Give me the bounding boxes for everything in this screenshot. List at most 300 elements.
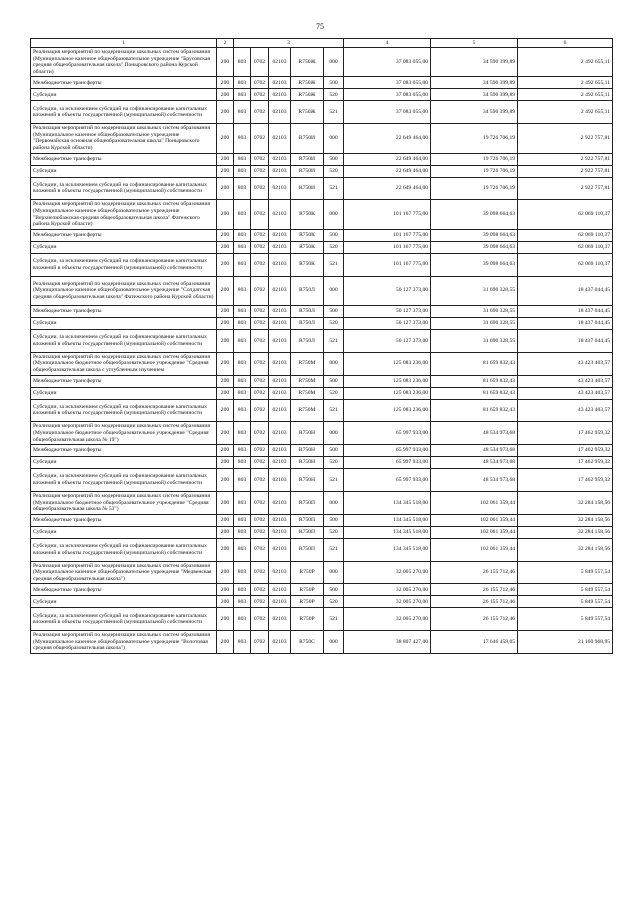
expense-type-code: 000 [324,561,344,584]
planned-amount: 22 649 464,00 [344,153,431,165]
program-code: 02103 [269,469,291,492]
program-code: 02103 [269,491,291,514]
target-article-code: R750Л [291,276,324,305]
remaining-amount: 62 069 110,37 [518,200,613,229]
remaining-amount: 2 492 655,11 [518,89,613,101]
row-description: Субсидии [31,526,217,538]
section-code: 0702 [251,596,269,608]
table-row [31,491,613,514]
ministry-code: 803 [234,538,251,561]
program-code: 02103 [269,608,291,631]
planned-amount: 22 649 464,00 [344,177,431,200]
remaining-amount: 18 437 044,45 [518,329,613,352]
planned-amount: 32 005 270,00 [344,584,431,596]
ministry-code: 803 [234,352,251,375]
ministry-code: 803 [234,165,251,177]
remaining-amount: 2 922 757,81 [518,153,613,165]
section-code: 0702 [251,276,269,305]
admin-code: 200 [217,229,234,241]
remaining-amount: 2 492 655,11 [518,77,613,89]
target-article-code: R750М [291,399,324,422]
target-article-code: R750П [291,514,324,526]
planned-amount: 65 997 933,00 [344,422,431,445]
section-code: 0702 [251,317,269,329]
admin-code: 200 [217,596,234,608]
table-row [31,608,613,631]
ministry-code: 803 [234,77,251,89]
target-article-code: R750Л [291,329,324,352]
executed-amount: 34 590 399,89 [431,101,518,124]
planned-amount: 50 127 373,00 [344,329,431,352]
row-description: Субсидии, за исключением субсидий на софинансирование капитальных вложений в объекты государственной (муниципальной) собственности [31,538,217,561]
row-description: Реализация мероприятий по модернизации школьных систем образования (Муниципальное казенное общеобразовательное учреждение "Брусовская средняя общеобразовательная школа" Поныровского района Курской области) [31,48,217,77]
admin-code: 200 [217,375,234,387]
table-header-row [31,39,613,48]
executed-amount: 19 726 706,19 [431,153,518,165]
planned-amount: 65 997 933,00 [344,445,431,457]
program-code: 02103 [269,89,291,101]
header-cell-3: 3 [234,39,344,48]
ministry-code: 803 [234,399,251,422]
target-article-code: R750М [291,375,324,387]
executed-amount: 102 061 359,44 [431,491,518,514]
ministry-code: 803 [234,561,251,584]
program-code: 02103 [269,77,291,89]
ministry-code: 803 [234,445,251,457]
row-description: Реализация мероприятий по модернизации школьных систем образования (Муниципальное казенное общеобразовательное учреждение "Верхнелюбажская средняя общеобразовательная школа" Фатежского района Курской области) [31,200,217,229]
planned-amount: 32 005 270,00 [344,596,431,608]
ministry-code: 803 [234,48,251,77]
ministry-code: 803 [234,253,251,276]
remaining-amount: 17 462 959,32 [518,457,613,469]
budget-table [30,38,613,654]
row-description: Субсидии [31,89,217,101]
expense-type-code: 000 [324,48,344,77]
executed-amount: 31 690 328,55 [431,329,518,352]
row-description: Субсидии [31,596,217,608]
admin-code: 200 [217,584,234,596]
target-article-code: R750И [291,165,324,177]
page-number: 75 [316,22,324,31]
row-description: Межбюджетные трансферты [31,229,217,241]
ministry-code: 803 [234,177,251,200]
table-row [31,229,613,241]
program-code: 02103 [269,387,291,399]
section-code: 0702 [251,526,269,538]
admin-code: 200 [217,317,234,329]
planned-amount: 37 083 055,00 [344,89,431,101]
section-code: 0702 [251,305,269,317]
planned-amount: 134 345 518,00 [344,514,431,526]
program-code: 02103 [269,200,291,229]
program-code: 02103 [269,317,291,329]
target-article-code: R750Н [291,445,324,457]
ministry-code: 803 [234,241,251,253]
planned-amount: 65 997 933,00 [344,469,431,492]
planned-amount: 134 345 518,00 [344,526,431,538]
expense-type-code: 000 [324,276,344,305]
section-code: 0702 [251,445,269,457]
expense-type-code: 500 [324,305,344,317]
section-code: 0702 [251,48,269,77]
section-code: 0702 [251,457,269,469]
expense-type-code: 521 [324,608,344,631]
row-description: Реализация мероприятий по модернизации школьных систем образования (Муниципальное казенное общеобразовательное учреждение "Солдатская средняя общеобразовательная школа" Фатежского района Курской области) [31,276,217,305]
section-code: 0702 [251,329,269,352]
table-row [31,596,613,608]
executed-amount: 31 690 328,55 [431,276,518,305]
program-code: 02103 [269,538,291,561]
executed-amount: 19 726 706,19 [431,124,518,153]
admin-code: 200 [217,561,234,584]
row-description: Реализация мероприятий по модернизации школьных систем образования (Муниципальное казенное общеобразовательное учреждение "Волотовая средняя общеобразовательная школа") [31,631,217,654]
target-article-code: R750Л [291,305,324,317]
program-code: 02103 [269,124,291,153]
planned-amount: 50 127 373,00 [344,276,431,305]
target-article-code: R750Ж [291,101,324,124]
executed-amount: 26 155 712,46 [431,608,518,631]
section-code: 0702 [251,375,269,387]
remaining-amount: 32 284 158,56 [518,491,613,514]
program-code: 02103 [269,253,291,276]
program-code: 02103 [269,514,291,526]
expense-type-code: 500 [324,514,344,526]
expense-type-code: 520 [324,526,344,538]
row-description: Межбюджетные трансферты [31,584,217,596]
row-description: Межбюджетные трансферты [31,375,217,387]
remaining-amount: 2 922 757,81 [518,177,613,200]
row-description: Субсидии, за исключением субсидий на софинансирование капитальных вложений в объекты государственной (муниципальной) собственности [31,469,217,492]
ministry-code: 803 [234,329,251,352]
executed-amount: 39 098 664,63 [431,200,518,229]
admin-code: 200 [217,153,234,165]
remaining-amount: 5 849 557,54 [518,561,613,584]
planned-amount: 101 167 775,00 [344,229,431,241]
target-article-code: R750П [291,526,324,538]
executed-amount: 102 061 359,44 [431,538,518,561]
ministry-code: 803 [234,608,251,631]
target-article-code: R750М [291,387,324,399]
planned-amount: 125 083 236,00 [344,375,431,387]
header-cell-6: 6 [518,39,613,48]
planned-amount: 134 345 518,00 [344,538,431,561]
expense-type-code: 520 [324,596,344,608]
table-row [31,375,613,387]
section-code: 0702 [251,101,269,124]
planned-amount: 37 083 055,00 [344,48,431,77]
remaining-amount: 43 423 403,57 [518,352,613,375]
ministry-code: 803 [234,526,251,538]
remaining-amount: 43 423 403,57 [518,399,613,422]
planned-amount: 50 127 373,00 [344,305,431,317]
ministry-code: 803 [234,200,251,229]
target-article-code: R750К [291,200,324,229]
remaining-amount: 32 284 158,56 [518,526,613,538]
admin-code: 200 [217,276,234,305]
ministry-code: 803 [234,596,251,608]
table-row [31,165,613,177]
executed-amount: 39 098 664,63 [431,229,518,241]
program-code: 02103 [269,165,291,177]
row-description: Реализация мероприятий по модернизации школьных систем образования (Муниципальное бюджетное общеобразовательное учреждение "Средняя общеобразовательная школа № 19") [31,422,217,445]
target-article-code: R750И [291,177,324,200]
expense-type-code: 520 [324,317,344,329]
section-code: 0702 [251,584,269,596]
ministry-code: 803 [234,375,251,387]
planned-amount: 134 345 518,00 [344,491,431,514]
admin-code: 200 [217,469,234,492]
program-code: 02103 [269,305,291,317]
program-code: 02103 [269,457,291,469]
program-code: 02103 [269,229,291,241]
remaining-amount: 32 284 158,56 [518,538,613,561]
program-code: 02103 [269,631,291,654]
program-code: 02103 [269,241,291,253]
admin-code: 200 [217,89,234,101]
expense-type-code: 521 [324,399,344,422]
table-row [31,253,613,276]
expense-type-code: 500 [324,229,344,241]
remaining-amount: 17 462 959,32 [518,469,613,492]
table-row [31,48,613,77]
row-description: Субсидии, за исключением субсидий на софинансирование капитальных вложений в объекты государственной (муниципальной) собственности [31,101,217,124]
planned-amount: 50 127 373,00 [344,317,431,329]
planned-amount: 32 005 270,00 [344,608,431,631]
planned-amount: 32 005 270,00 [344,561,431,584]
row-description: Субсидии [31,241,217,253]
admin-code: 200 [217,48,234,77]
table-row [31,514,613,526]
expense-type-code: 520 [324,387,344,399]
expense-type-code: 000 [324,124,344,153]
admin-code: 200 [217,200,234,229]
remaining-amount: 43 423 403,57 [518,387,613,399]
target-article-code: R750Н [291,457,324,469]
planned-amount: 101 167 775,00 [344,200,431,229]
row-description: Субсидии, за исключением субсидий на софинансирование капитальных вложений в объекты государственной (муниципальной) собственности [31,177,217,200]
ministry-code: 803 [234,101,251,124]
admin-code: 200 [217,329,234,352]
remaining-amount: 5 849 557,54 [518,596,613,608]
remaining-amount: 18 437 044,45 [518,305,613,317]
expense-type-code: 500 [324,584,344,596]
row-description: Межбюджетные трансферты [31,305,217,317]
expense-type-code: 000 [324,491,344,514]
section-code: 0702 [251,399,269,422]
executed-amount: 34 590 399,89 [431,89,518,101]
planned-amount: 125 083 236,00 [344,352,431,375]
executed-amount: 48 534 973,68 [431,445,518,457]
row-description: Субсидии, за исключением субсидий на софинансирование капитальных вложений в объекты государственной (муниципальной) собственности [31,329,217,352]
expense-type-code: 000 [324,631,344,654]
ministry-code: 803 [234,457,251,469]
expense-type-code: 521 [324,253,344,276]
executed-amount: 81 659 832,43 [431,387,518,399]
target-article-code: R750П [291,491,324,514]
planned-amount: 101 167 775,00 [344,253,431,276]
program-code: 02103 [269,276,291,305]
program-code: 02103 [269,153,291,165]
remaining-amount: 62 069 110,37 [518,241,613,253]
planned-amount: 38 807 427,00 [344,631,431,654]
target-article-code: R750С [291,631,324,654]
table-row [31,317,613,329]
admin-code: 200 [217,305,234,317]
header-cell-4: 4 [344,39,431,48]
section-code: 0702 [251,422,269,445]
executed-amount: 102 061 359,44 [431,514,518,526]
table-row [31,561,613,584]
planned-amount: 101 167 775,00 [344,241,431,253]
program-code: 02103 [269,445,291,457]
header-cell-2: 2 [217,39,234,48]
table-row [31,538,613,561]
admin-code: 200 [217,241,234,253]
ministry-code: 803 [234,514,251,526]
remaining-amount: 18 437 044,45 [518,317,613,329]
remaining-amount: 43 423 403,57 [518,375,613,387]
expense-type-code: 521 [324,101,344,124]
remaining-amount: 2 922 757,81 [518,165,613,177]
admin-code: 200 [217,77,234,89]
row-description: Реализация мероприятий по модернизации школьных систем образования (Муниципальное бюджетное общеобразовательное учреждение "Средняя общеобразовательная школа с углубленным изучением [31,352,217,375]
expense-type-code: 000 [324,352,344,375]
table-row [31,352,613,375]
table-row [31,124,613,153]
program-code: 02103 [269,422,291,445]
expense-type-code: 500 [324,153,344,165]
target-article-code: R750И [291,124,324,153]
planned-amount: 125 083 236,00 [344,387,431,399]
executed-amount: 81 659 832,43 [431,375,518,387]
executed-amount: 17 646 458,05 [431,631,518,654]
admin-code: 200 [217,526,234,538]
executed-amount: 19 726 706,19 [431,165,518,177]
admin-code: 200 [217,352,234,375]
admin-code: 200 [217,514,234,526]
program-code: 02103 [269,48,291,77]
executed-amount: 39 098 664,63 [431,241,518,253]
section-code: 0702 [251,177,269,200]
target-article-code: R750И [291,153,324,165]
executed-amount: 102 061 359,44 [431,526,518,538]
remaining-amount: 2 922 757,81 [518,124,613,153]
row-description: Субсидии, за исключением субсидий на софинансирование капитальных вложений в объекты государственной (муниципальной) собственности [31,253,217,276]
table-row [31,387,613,399]
row-description: Субсидии [31,457,217,469]
section-code: 0702 [251,469,269,492]
target-article-code: R750К [291,241,324,253]
ministry-code: 803 [234,89,251,101]
admin-code: 200 [217,631,234,654]
section-code: 0702 [251,241,269,253]
section-code: 0702 [251,200,269,229]
section-code: 0702 [251,608,269,631]
admin-code: 200 [217,253,234,276]
table-row [31,276,613,305]
header-cell-1: 1 [31,39,217,48]
program-code: 02103 [269,596,291,608]
admin-code: 200 [217,124,234,153]
expense-type-code: 520 [324,241,344,253]
table-row [31,526,613,538]
remaining-amount: 62 069 110,37 [518,229,613,241]
table-row [31,469,613,492]
row-description: Субсидии [31,387,217,399]
remaining-amount: 5 849 557,54 [518,584,613,596]
admin-code: 200 [217,177,234,200]
target-article-code: R750Р [291,584,324,596]
expense-type-code: 521 [324,177,344,200]
program-code: 02103 [269,375,291,387]
row-description: Реализация мероприятий по модернизации школьных систем образования (Муниципальное казенное общеобразовательное учреждение "Медвенская средняя общеобразовательная школа") [31,561,217,584]
section-code: 0702 [251,253,269,276]
remaining-amount: 21 160 968,95 [518,631,613,654]
admin-code: 200 [217,101,234,124]
table-row [31,241,613,253]
target-article-code: R750Р [291,561,324,584]
remaining-amount: 5 849 557,54 [518,608,613,631]
table-row [31,445,613,457]
table-row [31,584,613,596]
table-row [31,399,613,422]
ministry-code: 803 [234,124,251,153]
admin-code: 200 [217,422,234,445]
header-cell-5: 5 [431,39,518,48]
executed-amount: 26 155 712,46 [431,596,518,608]
remaining-amount: 2 492 655,11 [518,101,613,124]
program-code: 02103 [269,352,291,375]
planned-amount: 37 083 055,00 [344,77,431,89]
expense-type-code: 500 [324,375,344,387]
executed-amount: 26 155 712,46 [431,584,518,596]
admin-code: 200 [217,387,234,399]
row-description: Субсидии, за исключением субсидий на софинансирование капитальных вложений в объекты государственной (муниципальной) собственности [31,608,217,631]
remaining-amount: 62 069 110,37 [518,253,613,276]
section-code: 0702 [251,387,269,399]
program-code: 02103 [269,399,291,422]
section-code: 0702 [251,631,269,654]
table-row [31,200,613,229]
admin-code: 200 [217,491,234,514]
row-description: Реализация мероприятий по модернизации школьных систем образования (Муниципальное казенное общеобразовательное учреждение "Первомайская основная общеобразовательная школа" Поныровского района Курской области) [31,124,217,153]
expense-type-code: 000 [324,422,344,445]
remaining-amount: 32 284 158,56 [518,514,613,526]
target-article-code: R750Ж [291,77,324,89]
expense-type-code: 500 [324,77,344,89]
executed-amount: 26 155 712,46 [431,561,518,584]
section-code: 0702 [251,514,269,526]
expense-type-code: 000 [324,200,344,229]
program-code: 02103 [269,526,291,538]
expense-type-code: 520 [324,165,344,177]
ministry-code: 803 [234,276,251,305]
expense-type-code: 500 [324,445,344,457]
admin-code: 200 [217,608,234,631]
planned-amount: 22 649 464,00 [344,124,431,153]
ministry-code: 803 [234,469,251,492]
planned-amount: 22 649 464,00 [344,165,431,177]
table-row [31,457,613,469]
executed-amount: 34 590 399,89 [431,48,518,77]
expense-type-code: 520 [324,457,344,469]
program-code: 02103 [269,177,291,200]
row-description: Субсидии [31,317,217,329]
table-row [31,305,613,317]
ministry-code: 803 [234,387,251,399]
program-code: 02103 [269,561,291,584]
expense-type-code: 520 [324,89,344,101]
